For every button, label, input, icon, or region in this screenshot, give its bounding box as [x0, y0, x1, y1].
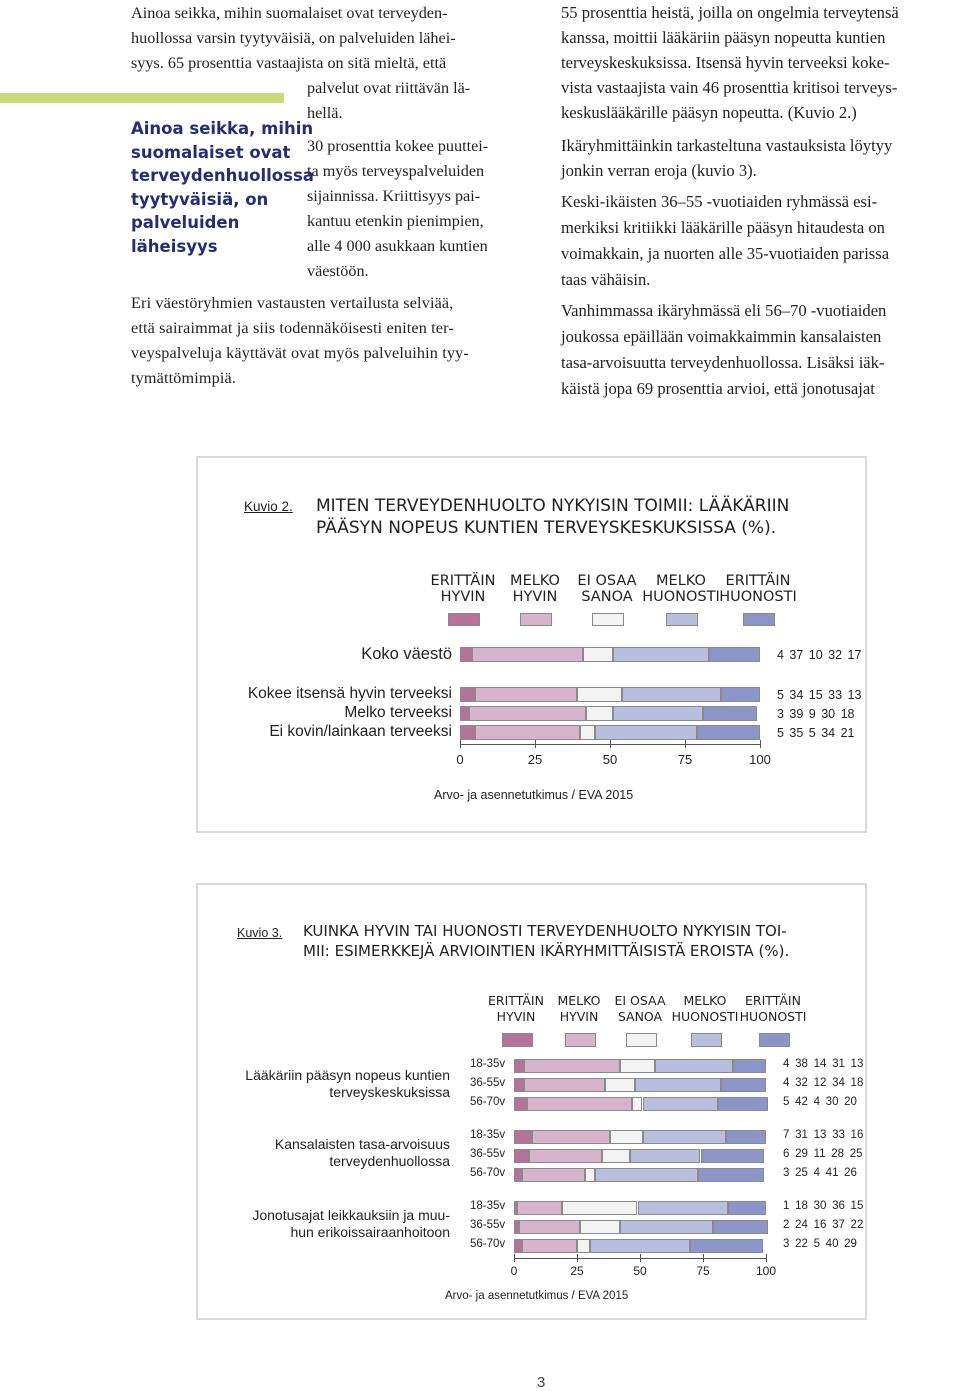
legend-label-line: EI OSAA: [577, 573, 637, 589]
text-line: 55 prosenttia heistä, joilla on ongelmia terveytensä: [561, 3, 899, 22]
row-values: 3 39 9 30 18: [777, 707, 855, 721]
age-label: 18-35v: [470, 1200, 506, 1212]
pull-quote-line: läheisyys: [131, 236, 218, 256]
bar-row-segment-3: [632, 1097, 642, 1111]
age-label: 56-70v: [470, 1238, 506, 1250]
text-line: terveyskeskuksissa. Itsensä hyvin terveeksi koke-: [561, 53, 890, 72]
age-label: 56-70v: [470, 1096, 506, 1108]
legend-label-line: ERITTÄIN: [488, 993, 544, 1008]
text-line: Ainoa seikka, mihin suomalaiset ovat terveyden-: [131, 4, 448, 22]
text-line: joukossa epäillään voimakkaimmin kansalaisten: [561, 327, 882, 346]
bar-row-segment-5: [703, 706, 757, 721]
legend-swatch: [626, 1033, 657, 1047]
legend-label-line: HYVIN: [440, 589, 486, 605]
bar-row-segment-1: [460, 647, 472, 662]
bar-row-segment-1: [514, 1149, 529, 1163]
bar-row-segment-4: [595, 725, 697, 740]
age-label: 36-55v: [470, 1077, 506, 1089]
legend-label: [672, 993, 739, 1025]
bar-row-segment-4: [622, 687, 721, 702]
bar-row-segment-3: [585, 1168, 595, 1182]
x-axis-tick: [514, 1254, 515, 1262]
group-label: [245, 1067, 450, 1101]
row-values: 5 35 5 34 21: [777, 726, 855, 740]
legend-swatch: [502, 1033, 533, 1047]
text-line: voimakkain, ja nuorten alle 35-vuotiaiden parissa: [561, 244, 890, 263]
legend-label: [510, 573, 560, 605]
legend-label-line: MELKO: [510, 573, 560, 589]
legend-label-line: ERITTÄIN: [725, 573, 791, 589]
bar-row-segment-2: [475, 725, 580, 740]
legend-label-line: EI OSAA: [614, 993, 666, 1008]
group-label-line: Lääkäriin pääsyn nopeus kuntien: [245, 1067, 450, 1083]
bar-row-segment-4: [655, 1059, 733, 1073]
legend-label-line: MELKO: [656, 573, 706, 589]
row-values: 5 34 15 33 13: [777, 688, 862, 702]
legend-swatch: [759, 1033, 790, 1047]
bar-row-segment-5: [709, 647, 760, 662]
bar-row-segment-2: [524, 1078, 605, 1092]
bar-row-segment-2: [532, 1130, 610, 1144]
legend-label-line: HUONOSTI: [642, 589, 720, 605]
bar-row-segment-4: [620, 1220, 713, 1234]
row-label: Melko terveeksi: [344, 704, 452, 721]
pull-quote-line: tyytyväisiä, on: [131, 189, 269, 209]
text-line: palvelut ovat riittävän lä-: [307, 79, 471, 97]
legend-label: [431, 573, 496, 605]
bar-row-segment-1: [460, 725, 475, 740]
group-label: [252, 1207, 450, 1241]
bar-row-segment-4: [643, 1130, 726, 1144]
text-line: vista vastaajista vain 46 prosenttia kritisoi terveys-: [561, 78, 898, 97]
legend-label-line: SANOA: [617, 1009, 663, 1024]
bar-row-segment-1: [514, 1130, 532, 1144]
group-label-line: Kansalaisten tasa-arvoisuus: [274, 1136, 450, 1152]
bar-row-segment-3: [580, 1220, 620, 1234]
x-tick-label: 0: [510, 1264, 518, 1278]
bar-row-segment-5: [721, 1078, 766, 1092]
row-label: Kokee itsensä hyvin terveeksi: [247, 685, 452, 702]
bar-row-segment-1: [460, 687, 475, 702]
text-line: tymättömimpiä.: [131, 369, 237, 387]
legend-label: [740, 993, 807, 1025]
legend-swatch: [666, 613, 698, 626]
x-tick-label: 100: [749, 752, 771, 767]
legend-label-line: HYVIN: [496, 1009, 536, 1024]
x-tick-label: 50: [633, 1264, 647, 1278]
x-axis-tick: [766, 1254, 767, 1262]
row-values: 1 18 30 36 15: [783, 1200, 864, 1212]
legend-label: [558, 993, 601, 1025]
legend-swatch: [743, 613, 775, 626]
legend-label-line: HYVIN: [559, 1009, 599, 1024]
legend-swatch: [565, 1033, 596, 1047]
bar-row-segment-2: [519, 1220, 580, 1234]
chart-title: KUINKA HYVIN TAI HUONOSTI TERVEYDENHUOLTO NYKYISIN TOI-: [303, 922, 787, 940]
bar-row-segment-3: [586, 706, 613, 721]
row-values: 4 37 10 32 17: [777, 648, 862, 662]
text-line: Ikäryhmittäinkin tarkasteltuna vastauksista löytyy: [561, 136, 893, 155]
bar-row-segment-5: [718, 1097, 768, 1111]
text-line: 30 prosenttia kokee puuttei-: [307, 137, 489, 155]
row-values: 7 31 13 33 16: [783, 1129, 864, 1141]
legend-label-line: MELKO: [557, 993, 601, 1008]
legend-swatch: [691, 1033, 722, 1047]
bar-row-segment-2: [522, 1168, 585, 1182]
group-label-line: Jonotusajat leikkauksiin ja muu-: [252, 1207, 450, 1223]
age-label: 18-35v: [470, 1129, 506, 1141]
bar-row-segment-5: [713, 1220, 768, 1234]
text-line: kantuu etenkin pienimpien,: [307, 212, 484, 230]
row-values: 5 42 4 30 20: [783, 1096, 857, 1108]
text-line: Eri väestöryhmien vastausten vertailusta selviää,: [131, 294, 454, 312]
bar-row-segment-4: [613, 706, 703, 721]
text-line: sijainnissa. Kriittisyys pai-: [307, 187, 481, 205]
bar-row-segment-4: [638, 1201, 729, 1215]
bar-row-segment-3: [580, 725, 595, 740]
bar-row-segment-5: [698, 1168, 764, 1182]
legend-label-line: MELKO: [683, 993, 727, 1008]
pull-quote-line: Ainoa seikka, mihin: [131, 119, 314, 138]
pull-quote-line: palveluiden: [131, 213, 240, 232]
bar-row-segment-4: [613, 647, 709, 662]
legend-label-line: ERITTÄIN: [745, 993, 801, 1008]
legend-swatch: [448, 613, 480, 626]
row-label: Ei kovin/lainkaan terveeksi: [269, 723, 452, 740]
bar-row-segment-1: [514, 1078, 524, 1092]
bar-row-segment-4: [595, 1168, 698, 1182]
text-line: käistä jopa 69 prosenttia arvioi, että jonotusajat: [561, 379, 875, 398]
bar-row-segment-4: [630, 1149, 701, 1163]
bar-row-segment-3: [577, 1239, 590, 1253]
text-line: alle 4 000 asukkaan kuntien: [307, 237, 488, 255]
chart-title: MII: ESIMERKKEJÄ ARVIOINTIEN IKÄRYHMITTÄISISTÄ EROISTA (%).: [303, 942, 790, 960]
bar-row-segment-3: [620, 1059, 655, 1073]
pull-quote-line: suomalaiset ovat: [131, 142, 291, 162]
x-tick-label: 100: [755, 1264, 777, 1278]
bar-row-segment-1: [514, 1239, 522, 1253]
bar-row-segment-2: [522, 1239, 577, 1253]
x-tick-label: 50: [602, 752, 618, 767]
bar-row-segment-4: [635, 1078, 721, 1092]
bar-row-segment-5: [697, 725, 760, 740]
text-line: Keski-ikäisten 36–55 -vuotiaiden ryhmässä esi-: [561, 192, 878, 211]
age-label: 36-55v: [470, 1148, 506, 1160]
text-line: tasa-arvoisuutta terveydenhuollossa. Lisäksi iäk-: [561, 353, 885, 372]
bar-row-segment-5: [721, 687, 760, 702]
source-note: Arvo- ja asennetutkimus / EVA 2015: [434, 788, 634, 802]
bar-row-segment-3: [562, 1201, 638, 1215]
text-line: ta myös terveyspalveluiden: [307, 162, 485, 180]
legend-label: [642, 573, 720, 605]
text-line: huollossa varsin tyytyväisiä, on palveluiden lähei-: [131, 29, 456, 47]
bar-row-segment-3: [602, 1149, 630, 1163]
text-line: merkiksi kritiikki lääkärille pääsyn hitaudesta on: [561, 218, 885, 237]
legend-label-line: HUONOSTI: [719, 589, 797, 605]
group-label-line: terveyskeskuksissa: [329, 1084, 450, 1100]
x-tick-label: 75: [677, 752, 693, 767]
group-label: [275, 1136, 450, 1170]
legend-label-line: HUONOSTI: [739, 1009, 807, 1024]
chart-title: MITEN TERVEYDENHUOLTO NYKYISIN TOIMII: LÄÄKÄRIIN: [316, 496, 790, 516]
chart-title: PÄÄSYN NOPEUS KUNTIEN TERVEYSKESKUKSISSA (%).: [316, 518, 777, 538]
source-note: Arvo- ja asennetutkimus / EVA 2015: [445, 1290, 629, 1302]
bar-row-segment-1: [514, 1168, 522, 1182]
group-label-line: terveydenhuollossa: [329, 1153, 450, 1169]
x-axis-tick: [703, 1254, 704, 1262]
bar-row-segment-5: [726, 1130, 766, 1144]
group-label-line: hun erikoissairaanhoitoon: [290, 1224, 450, 1240]
legend-label: [577, 573, 636, 605]
legend-swatch: [592, 613, 624, 626]
text-line: että sairaimmat ja siis todennäköisesti eniten ter-: [131, 319, 454, 337]
text-line: kanssa, moittii lääkäriin pääsyn nopeutta kuntien: [561, 28, 886, 47]
row-values: 4 38 14 31 13: [783, 1058, 864, 1070]
x-tick-label: 25: [570, 1264, 584, 1278]
pull-quote: [131, 117, 314, 258]
bar-row-segment-2: [475, 687, 577, 702]
legend-label: [488, 993, 544, 1025]
bar-row-segment-4: [643, 1097, 719, 1111]
bar-row-segment-5: [690, 1239, 763, 1253]
x-axis-tick: [577, 1254, 578, 1262]
bar-row-segment-5: [733, 1059, 766, 1073]
pull-quote-line: terveydenhuollossa: [131, 166, 314, 185]
x-axis-tick: [760, 740, 761, 748]
legend-label: [614, 993, 665, 1025]
x-axis-tick: [685, 740, 686, 748]
x-axis-tick: [640, 1254, 641, 1262]
age-label: 56-70v: [470, 1167, 506, 1179]
page-number: 3: [537, 1374, 546, 1391]
text-line: Vanhimmassa ikäryhmässä eli 56–70 -vuotiaiden: [561, 301, 887, 320]
bar-row-segment-4: [590, 1239, 691, 1253]
age-label: 36-55v: [470, 1219, 506, 1231]
bar-row-segment-2: [472, 647, 583, 662]
legend-label: [719, 573, 797, 605]
row-values: 6 29 11 28 25: [783, 1148, 863, 1160]
x-axis-tick: [535, 740, 536, 748]
text-line: hellä.: [307, 104, 343, 122]
text-line: taas vähäisin.: [561, 270, 651, 289]
bar-row-segment-2: [524, 1059, 620, 1073]
text-line: keskuslääkärille pääsyn nopeutta. (Kuvio 2.): [561, 103, 857, 122]
x-axis-tick: [610, 740, 611, 748]
legend-label-line: HYVIN: [512, 589, 558, 605]
x-axis-tick: [460, 740, 461, 748]
row-values: 3 25 4 41 26: [783, 1167, 857, 1179]
bar-row-segment-2: [529, 1149, 602, 1163]
row-label: Koko väestö: [361, 645, 452, 663]
bar-row-segment-1: [514, 1097, 527, 1111]
accent-bar: [0, 93, 284, 103]
bar-row-segment-3: [577, 687, 622, 702]
bar-row-segment-3: [610, 1130, 643, 1144]
x-tick-label: 25: [527, 752, 543, 767]
legend-swatch: [520, 613, 552, 626]
row-values: 4 32 12 34 18: [783, 1077, 864, 1089]
bar-row-segment-2: [469, 706, 586, 721]
text-line: jonkin verran eroja (kuvio 3).: [561, 161, 757, 180]
age-label: 18-35v: [470, 1058, 506, 1070]
figure-label: Kuvio 2.: [244, 499, 293, 514]
text-line: veyspalveluja käyttävät ovat myös palveluihin tyy-: [131, 344, 469, 362]
x-tick-label: 75: [696, 1264, 710, 1278]
legend-label-line: HUONOSTI: [671, 1009, 739, 1024]
bar-row-segment-5: [701, 1149, 764, 1163]
legend-label-line: SANOA: [581, 589, 633, 605]
row-values: 2 24 16 37 22: [783, 1219, 864, 1231]
text-line: väestöön.: [307, 262, 369, 280]
bar-row-segment-3: [605, 1078, 635, 1092]
x-tick-label: 0: [456, 752, 464, 767]
bar-row-segment-3: [583, 647, 613, 662]
bar-row-segment-5: [728, 1201, 766, 1215]
bar-row-segment-1: [460, 706, 469, 721]
figure-label: Kuvio 3.: [237, 926, 283, 940]
row-values: 3 22 5 40 29: [783, 1238, 857, 1250]
text-line: syys. 65 prosenttia vastaajista on sitä mieltä, että: [131, 54, 447, 72]
legend-label-line: ERITTÄIN: [430, 573, 496, 589]
bar-row-segment-2: [527, 1097, 633, 1111]
bar-row-segment-1: [514, 1059, 524, 1073]
bar-row-segment-2: [517, 1201, 562, 1215]
